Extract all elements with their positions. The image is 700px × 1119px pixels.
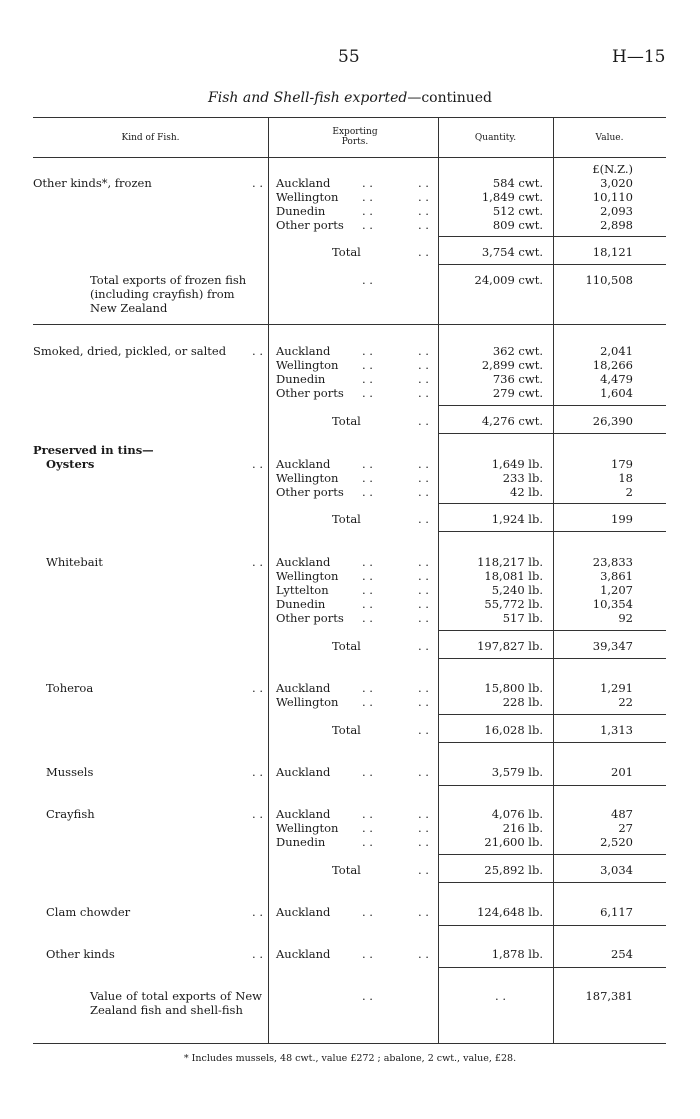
value-cell: 4,479 — [600, 372, 633, 386]
port-cell: Other ports — [276, 611, 344, 625]
total-label: Total — [332, 639, 361, 653]
leader-dots: . . — [362, 218, 373, 232]
leader-dots: . . — [418, 569, 429, 583]
leader-dots: . . — [362, 611, 373, 625]
section-rule — [33, 324, 666, 325]
quantity-cell: 228 lb. — [502, 695, 543, 709]
total-label: Total — [332, 863, 361, 877]
leader-dots: . . — [252, 176, 263, 190]
leader-dots: . . — [418, 611, 429, 625]
quantity-cell: 1,878 lb. — [491, 947, 543, 961]
title-italic: Fish and Shell-fish exported — [208, 90, 408, 106]
quantity-cell: 584 cwt. — [492, 176, 543, 190]
quantity-cell: 1,924 lb. — [491, 512, 543, 526]
subtotal-rule — [438, 405, 666, 406]
leader-dots: . . — [418, 344, 429, 358]
leader-dots: . . — [362, 471, 373, 485]
value-cell: 92 — [618, 611, 633, 625]
quantity-cell: 233 lb. — [502, 471, 543, 485]
quantity-cell: 197,827 lb. — [477, 639, 543, 653]
leader-dots: . . — [418, 583, 429, 597]
value-cell: 3,861 — [600, 569, 633, 583]
kind-label: Whitebait — [46, 555, 103, 569]
value-cell: 26,390 — [592, 414, 633, 428]
leader-dots: . . — [418, 765, 429, 779]
value-cell: 254 — [611, 947, 633, 961]
subtotal-rule — [438, 854, 666, 855]
quantity-cell: 1,849 cwt. — [481, 190, 543, 204]
subtotal-rule — [438, 882, 666, 883]
value-cell: 10,354 — [592, 597, 633, 611]
leader-dots: . . — [362, 807, 373, 821]
port-cell: Auckland — [276, 947, 331, 961]
value-cell: 10,110 — [592, 190, 633, 204]
quantity-cell: 16,028 lb. — [484, 723, 543, 737]
page-code: H—15 — [612, 47, 666, 67]
total-label: Total — [332, 723, 361, 737]
leader-dots: . . — [362, 176, 373, 190]
value-cell: 2,041 — [600, 344, 633, 358]
total-label: Total — [332, 414, 361, 428]
kind-label: Mussels — [46, 765, 94, 779]
value-cell: 3,034 — [600, 863, 633, 877]
subtotal-rule — [438, 714, 666, 715]
leader-dots: . . — [418, 835, 429, 849]
quantity-cell: 25,892 lb. — [484, 863, 543, 877]
value-cell: 2,093 — [600, 204, 633, 218]
port-cell: Wellington — [276, 821, 339, 835]
leader-dots: . . — [362, 695, 373, 709]
leader-dots: . . — [362, 273, 373, 287]
quantity-cell: 512 cwt. — [492, 204, 543, 218]
kind-label: Oysters — [46, 457, 95, 471]
leader-dots: . . — [252, 947, 263, 961]
leader-dots: . . — [418, 723, 429, 737]
quantity-cell: 4,276 cwt. — [481, 414, 543, 428]
leader-dots: . . — [418, 218, 429, 232]
leader-dots: . . — [362, 681, 373, 695]
leader-dots: . . — [418, 947, 429, 961]
value-cell: 3,020 — [600, 176, 633, 190]
value-cell: 2,898 — [600, 218, 633, 232]
value-cell: 18 — [618, 471, 633, 485]
leader-dots: . . — [362, 597, 373, 611]
leader-dots: . . — [362, 386, 373, 400]
leader-dots: . . — [418, 695, 429, 709]
leader-dots: . . — [252, 905, 263, 919]
leader-dots: . . — [362, 204, 373, 218]
subtotal-rule — [438, 742, 666, 743]
quantity-cell: 517 lb. — [502, 611, 543, 625]
leader-dots: . . — [418, 204, 429, 218]
value-cell: 201 — [611, 765, 633, 779]
leader-dots: . . — [252, 344, 263, 358]
port-cell: Dunedin — [276, 372, 326, 386]
port-cell: Auckland — [276, 555, 331, 569]
leader-dots: . . — [418, 471, 429, 485]
port-cell: Other ports — [276, 218, 344, 232]
port-cell: Auckland — [276, 681, 331, 695]
leader-dots: . . — [418, 512, 429, 526]
value-cell: 22 — [618, 695, 633, 709]
grand-total-label: Value of total exports of New Zealand fish and shell-fish — [90, 989, 262, 1017]
leader-dots: . . — [362, 190, 373, 204]
value-cell: 1,207 — [600, 583, 633, 597]
leader-dots: . . — [418, 681, 429, 695]
leader-dots: . . — [362, 457, 373, 471]
leader-dots: . . — [362, 569, 373, 583]
frozen-total-label: Total exports of frozen fish (including crayfish) from New Zealand — [90, 273, 247, 315]
port-cell: Auckland — [276, 765, 331, 779]
subtotal-rule — [438, 630, 666, 631]
title-suffix: —continued — [407, 90, 492, 106]
kind-label: Toheroa — [46, 681, 94, 695]
subtotal-rule — [438, 925, 666, 926]
leader-dots: . . — [252, 457, 263, 471]
port-cell: Other ports — [276, 485, 344, 499]
leader-dots: . . — [252, 807, 263, 821]
kind-label: Smoked, dried, pickled, or salted — [33, 344, 227, 358]
kind-label: Clam chowder — [46, 905, 131, 919]
header-value: Value. — [595, 133, 624, 143]
quantity-cell: 21,600 lb. — [484, 835, 543, 849]
leader-dots: . . — [418, 190, 429, 204]
quantity-cell: 1,649 lb. — [491, 457, 543, 471]
leader-dots: . . — [362, 835, 373, 849]
footnote: * Includes mussels, 48 cwt., value £272 ; abalone, 2 cwt., value, £28. — [183, 1053, 517, 1064]
leader-dots: . . — [252, 765, 263, 779]
quantity-cell: 15,800 lb. — [484, 681, 543, 695]
value-cell: 2,520 — [600, 835, 633, 849]
value-cell: 39,347 — [592, 639, 633, 653]
value-cell: 199 — [611, 512, 633, 526]
leader-dots: . . — [362, 821, 373, 835]
value-cell: 1,291 — [600, 681, 633, 695]
subtotal-rule — [438, 531, 666, 532]
port-cell: Wellington — [276, 569, 339, 583]
leader-dots: . . — [418, 821, 429, 835]
quantity-cell: 3,579 lb. — [491, 765, 543, 779]
value-cell: 2 — [625, 485, 633, 499]
total-label: Total — [332, 245, 361, 259]
subtotal-rule — [438, 503, 666, 504]
subtotal-rule — [438, 264, 666, 265]
subtotal-rule — [438, 433, 666, 434]
value-cell: 187,381 — [585, 989, 633, 1003]
subtotal-rule — [438, 658, 666, 659]
value-cell: 23,833 — [592, 555, 633, 569]
value-cell: 27 — [618, 821, 633, 835]
leader-dots: . . — [362, 344, 373, 358]
leader-dots: . . — [418, 386, 429, 400]
preserved-heading: Preserved in tins— — [33, 443, 154, 457]
port-cell: Dunedin — [276, 835, 326, 849]
port-cell: Dunedin — [276, 597, 326, 611]
leader-dots: . . — [362, 372, 373, 386]
quantity-cell: 18,081 lb. — [484, 569, 543, 583]
quantity-cell: 362 cwt. — [492, 344, 543, 358]
port-cell: Wellington — [276, 695, 339, 709]
currency-label: £(N.Z.) — [592, 162, 633, 176]
port-cell: Other ports — [276, 386, 344, 400]
value-cell: 18,266 — [592, 358, 633, 372]
port-cell: Lyttelton — [276, 583, 329, 597]
value-cell: 1,313 — [600, 723, 633, 737]
subtotal-rule — [438, 967, 666, 968]
port-cell: Auckland — [276, 807, 331, 821]
value-cell: 487 — [611, 807, 633, 821]
quantity-cell: 124,648 lb. — [477, 905, 543, 919]
quantity-cell: 24,009 cwt. — [474, 273, 543, 287]
leader-dots: . . — [362, 485, 373, 499]
quantity-cell: 5,240 lb. — [491, 583, 543, 597]
leader-dots: . . — [418, 863, 429, 877]
total-label: Total — [332, 512, 361, 526]
leader-dots: . . — [362, 905, 373, 919]
leader-dots: . . — [362, 947, 373, 961]
port-cell: Wellington — [276, 471, 339, 485]
quantity-cell: 3,754 cwt. — [481, 245, 543, 259]
port-cell: Dunedin — [276, 204, 326, 218]
leader-dots: . . — [418, 414, 429, 428]
port-cell: Auckland — [276, 176, 331, 190]
quantity-cell: 2,899 cwt. — [481, 358, 543, 372]
value-cell: 6,117 — [600, 905, 633, 919]
quantity-cell: 736 cwt. — [492, 372, 543, 386]
quantity-cell: . . — [495, 989, 506, 1003]
page-number: 55 — [338, 47, 360, 67]
header-quantity: Quantity. — [474, 133, 517, 143]
leader-dots: . . — [418, 457, 429, 471]
value-cell: 110,508 — [585, 273, 633, 287]
value-cell: 18,121 — [592, 245, 633, 259]
leader-dots: . . — [418, 555, 429, 569]
quantity-cell: 279 cwt. — [492, 386, 543, 400]
leader-dots: . . — [418, 807, 429, 821]
quantity-cell: 55,772 lb. — [484, 597, 543, 611]
subtotal-rule — [438, 785, 666, 786]
quantity-cell: 118,217 lb. — [477, 555, 543, 569]
leader-dots: . . — [362, 358, 373, 372]
leader-dots: . . — [362, 765, 373, 779]
leader-dots: . . — [418, 905, 429, 919]
port-cell: Auckland — [276, 905, 331, 919]
port-cell: Wellington — [276, 190, 339, 204]
quantity-cell: 809 cwt. — [492, 218, 543, 232]
port-cell: Auckland — [276, 457, 331, 471]
quantity-cell: 4,076 lb. — [491, 807, 543, 821]
leader-dots: . . — [418, 372, 429, 386]
leader-dots: . . — [252, 555, 263, 569]
leader-dots: . . — [418, 245, 429, 259]
leader-dots: . . — [418, 485, 429, 499]
leader-dots: . . — [362, 989, 373, 1003]
leader-dots: . . — [418, 176, 429, 190]
leader-dots: . . — [362, 555, 373, 569]
port-cell: Wellington — [276, 358, 339, 372]
kind-label: Other kinds*, frozen — [33, 176, 152, 190]
leader-dots: . . — [252, 681, 263, 695]
quantity-cell: 42 lb. — [510, 485, 543, 499]
quantity-cell: 216 lb. — [502, 821, 543, 835]
kind-label: Other kinds — [46, 947, 115, 961]
leader-dots: . . — [418, 639, 429, 653]
leader-dots: . . — [362, 583, 373, 597]
leader-dots: . . — [418, 358, 429, 372]
leader-dots: . . — [418, 597, 429, 611]
value-cell: 1,604 — [600, 386, 633, 400]
subtotal-rule — [438, 236, 666, 237]
header-kind: Kind of Fish. — [121, 133, 180, 143]
header-ports: Exporting Ports. — [332, 127, 378, 147]
kind-label: Crayfish — [46, 807, 95, 821]
value-cell: 179 — [611, 457, 633, 471]
port-cell: Auckland — [276, 344, 331, 358]
